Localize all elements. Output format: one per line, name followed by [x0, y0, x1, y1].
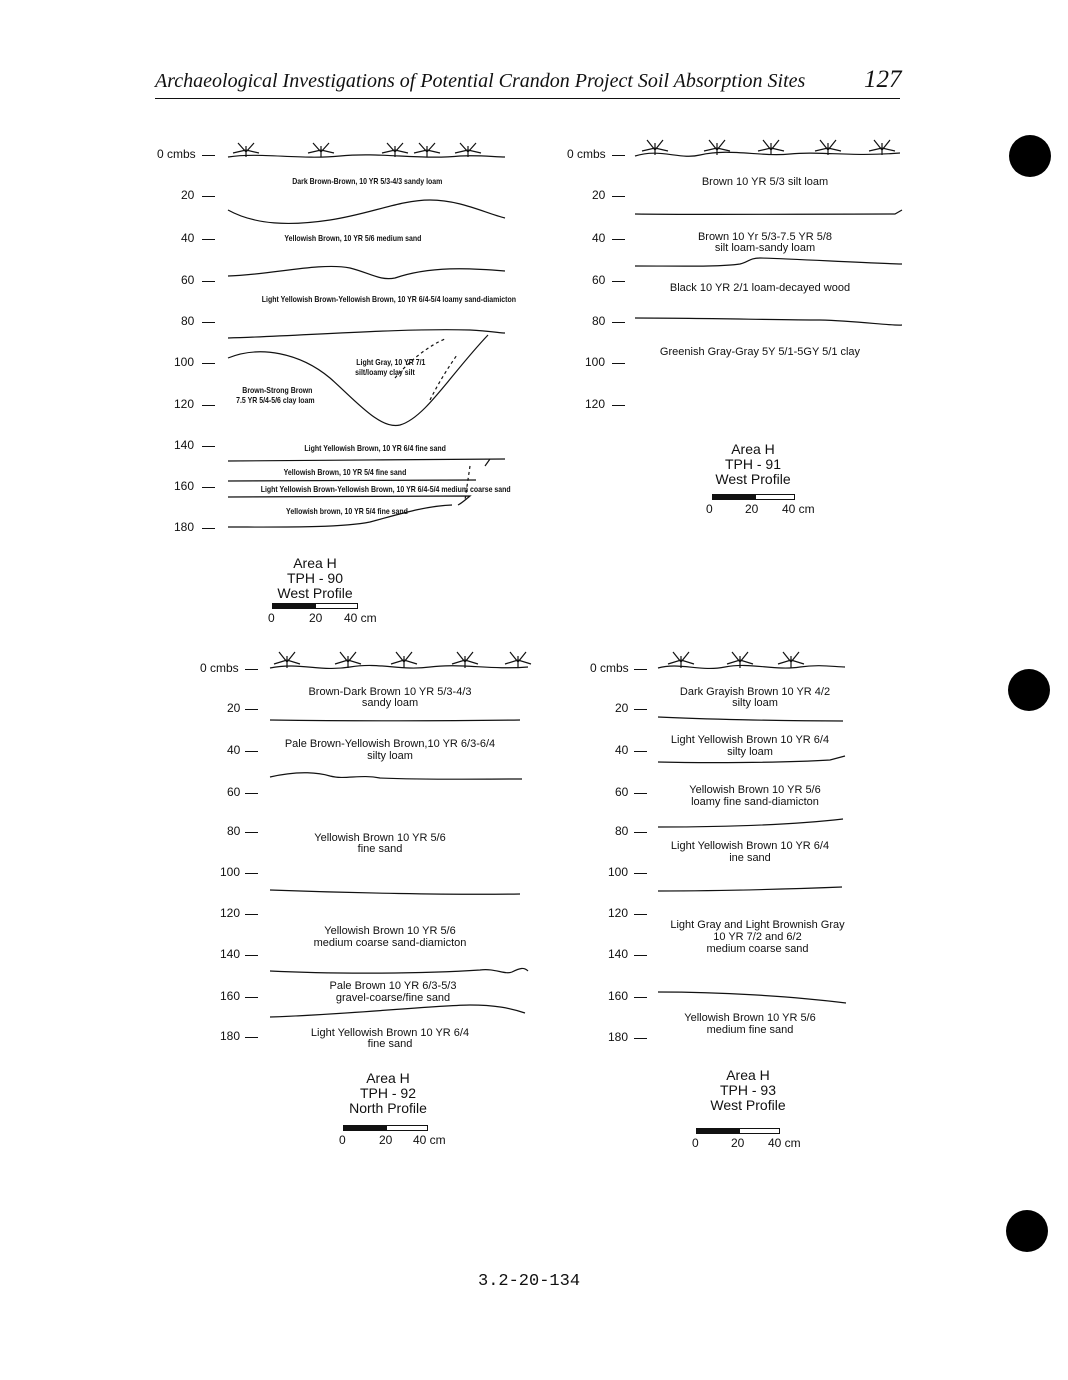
- depth-label-160: 160: [220, 989, 241, 1003]
- profile-caption-tph93: Area H TPH - 93 West Profile: [710, 1067, 786, 1113]
- layer-label: Black 10 YR 2/1 loam-decayed wood: [669, 282, 851, 294]
- depth-label-160: 160: [174, 479, 195, 493]
- depth-label-120: 120: [585, 397, 606, 411]
- depth-label-180: 180: [174, 520, 195, 534]
- layer-label: Yellowish Brown 10 YR 5/6: [689, 784, 821, 796]
- document-page: Archaeological Investigations of Potential Crandon Project Soil Absorption Sites 127 0 cmbs 20 40 60 80 100 120 140 160 180 Dark Brown-Brown, 10 YR 5/3-4/3 sandy loam Yellowish Brown, 10 YR 5/6 medium sand Light Yellowish Brown-Yellowish Brown, 10 YR 6/4-5/4 loamy sand-diamicton Light Gray, 10 YR 7/1 silt/loamy clay silt Brown-Strong Brown 7.5 YR 5/4-5/6 clay loam Light Yellowish Brown, 10 YR 6/4 fine sand Yellowish Brown, 10 YR 5/4 fine sand Light Yellowish Brown-Yellowish Brown, 10 YR 6/4-5/4 medium coarse sand Yellowish brown, 10 YR 5/4 fine sand Area H TPH - 90 West Profile 0 20 40 cm 0 cmbs 20 40 60 80 100 120 Brown 10 YR 5/3 silt loam Brown 10 Yr 5/3-7.5 YR 5/8 silt loam-sandy loam Black 10 YR 2/1 loam-decayed wood Greenish Gray-Gray 5Y 5/1-5GY 5/1 clay Area H TPH - 91 West Profile 0 20 40 cm 0 cmbs 20 40 60 80 100 120 140 160 180 Brown-Dark Brown 10 YR 5/3-4/3 sandy loam Pale Brown-Yellowish Brown,10 YR 6/3-6/4 silty loam Yellowish Brown 10 YR 5/6 fine sand Yellowish Brown 10 YR 5/6 medium coarse sand-diamicton Pale Brown 10 YR 6/3-5/3 gravel-coarse/fine sand Light Yellowish Brown 10 YR 6/4 fine sand Area H TPH - 92 North Profile 0 20 40 cm 0 cmbs 20 40 60 80 100 120 140 160 180 Dark Grayish Brown 10 YR 4/2 silty loam Light Yellowish Brown 10 YR 6/4 silty loam Yellowish Brown 10 YR 5/6 loamy fine sand-diamicton Light Yellowish Brown 10 YR 6/4 ine sand Light Gray and Light Brownish Gray 10 YR 7/2 and 6/2 medium coarse sand Yellowish Brown 10 YR 5/6 medium fine sand Area H TPH - 93 West Profile 0 20 40 cm 3.2-20-134: [0, 0, 1068, 1380]
- depth-label-100: 100: [174, 355, 195, 369]
- depth-label-140: 140: [608, 947, 629, 961]
- layer-label: silty loam: [367, 750, 413, 762]
- depth-label-80: 80: [592, 314, 606, 328]
- layer-label: Light Yellowish Brown, 10 YR 6/4 fine sand: [304, 443, 446, 453]
- layer-label: 10 YR 7/2 and 6/2: [713, 931, 802, 943]
- layer-label: Light Yellowish Brown 10 YR 6/4: [310, 1027, 470, 1039]
- depth-label-0: 0 cmbs: [567, 147, 606, 161]
- boundary-1: [658, 717, 843, 721]
- layer-label: Dark Grayish Brown 10 YR 4/2: [679, 686, 831, 698]
- depth-label-120: 120: [608, 906, 629, 920]
- depth-label-20: 20: [615, 701, 629, 715]
- depth-label-100: 100: [220, 865, 241, 879]
- depth-label-20: 20: [181, 188, 195, 202]
- layer-label: Yellowish Brown 10 YR 5/6: [314, 832, 446, 844]
- layer-label: 7.5 YR 5/4-5/6 clay loam: [236, 395, 315, 405]
- layer-label: Brown-Strong Brown: [242, 385, 313, 395]
- layer-label: Light Yellowish Brown-Yellowish Brown, 10 YR 6/4-5/4 loamy sand-diamicton: [261, 294, 517, 304]
- depth-label-100: 100: [608, 865, 629, 879]
- layer-label: Yellowish brown, 10 YR 5/4 fine sand: [286, 506, 408, 516]
- layer-label: Yellowish Brown 10 YR 5/6: [684, 1012, 816, 1024]
- layer-label: Pale Brown-Yellowish Brown,10 YR 6/3-6/4: [284, 738, 496, 750]
- layer-label: silty loam: [732, 697, 778, 709]
- depth-label-20: 20: [592, 188, 606, 202]
- layer-label: Light Yellowish Brown 10 YR 6/4: [670, 840, 830, 852]
- running-header-title: Archaeological Investigations of Potential Crandon Project Soil Absorption Sites: [155, 70, 806, 92]
- depth-label-160: 160: [608, 989, 629, 1003]
- layer-label: Brown 10 YR 5/3 silt loam: [701, 176, 829, 188]
- depth-label-0: 0 cmbs: [200, 661, 239, 675]
- layer-label: loamy fine sand-diamicton: [691, 796, 819, 808]
- layer-label: ine sand: [729, 852, 771, 864]
- depth-label-20: 20: [227, 701, 241, 715]
- layer-label: Light Gray and Light Brownish Gray: [670, 919, 845, 931]
- layer-label: Dark Brown-Brown, 10 YR 5/3-4/3 sandy loam: [292, 176, 443, 186]
- depth-label-60: 60: [227, 785, 241, 799]
- profile-caption-tph91: Area H TPH - 91 West Profile: [715, 441, 791, 487]
- depth-label-60: 60: [615, 785, 629, 799]
- layer-label: Brown-Dark Brown 10 YR 5/3-4/3: [308, 686, 472, 698]
- profile-caption-tph92: Area H TPH - 92 North Profile: [349, 1070, 427, 1116]
- depth-label-120: 120: [174, 397, 195, 411]
- layer-label: sandy loam: [361, 697, 419, 709]
- document-number: 3.2-20-134: [478, 1272, 581, 1291]
- layer-label: medium coarse sand-diamicton: [313, 937, 467, 949]
- depth-label-40: 40: [181, 231, 195, 245]
- layer-label: medium coarse sand: [706, 943, 809, 955]
- page-number: 127: [864, 66, 902, 93]
- layer-label: silt loam-sandy loam: [714, 242, 816, 254]
- depth-label-40: 40: [592, 231, 606, 245]
- layer-label: Brown 10 Yr 5/3-7.5 YR 5/8: [697, 231, 833, 243]
- layer-label: Greenish Gray-Gray 5Y 5/1-5GY 5/1 clay: [659, 346, 861, 358]
- depth-label-180: 180: [220, 1029, 241, 1043]
- layer-label: Yellowish Brown 10 YR 5/6: [324, 925, 456, 937]
- depth-label-80: 80: [181, 314, 195, 328]
- depth-label-60: 60: [181, 273, 195, 287]
- boundary-4: [658, 887, 842, 891]
- boundary-5: [658, 992, 846, 1003]
- depth-label-140: 140: [220, 947, 241, 961]
- depth-label-140: 140: [174, 438, 195, 452]
- depth-label-0: 0 cmbs: [157, 147, 196, 161]
- layer-label: Yellowish Brown, 10 YR 5/6 medium sand: [284, 233, 422, 243]
- layer-label: Light Yellowish Brown 10 YR 6/4: [670, 734, 830, 746]
- depth-label-80: 80: [227, 824, 241, 838]
- depth-label-40: 40: [227, 743, 241, 757]
- layer-label: Pale Brown 10 YR 6/3-5/3: [329, 980, 457, 992]
- depth-label-40: 40: [615, 743, 629, 757]
- layer-label: gravel-coarse/fine sand: [335, 992, 451, 1004]
- layer-label: silt/loamy clay silt: [355, 367, 415, 377]
- layer-label: Yellowish Brown, 10 YR 5/4 fine sand: [283, 467, 407, 477]
- depth-label-100: 100: [585, 355, 606, 369]
- profile-caption-tph90: Area H TPH - 90 West Profile: [277, 555, 353, 601]
- layer-label: fine sand: [367, 1038, 413, 1050]
- layer-label: medium fine sand: [706, 1024, 794, 1036]
- depth-label-120: 120: [220, 906, 241, 920]
- layer-label: Light Gray, 10 YR 7/1: [356, 357, 426, 367]
- layer-label: Light Yellowish Brown-Yellowish Brown, 10 YR 6/4-5/4 medium coarse sand: [260, 484, 511, 494]
- ground-surface: [658, 665, 845, 668]
- boundary-3: [658, 819, 843, 827]
- depth-label-180: 180: [608, 1030, 629, 1044]
- layer-label: silty loam: [727, 746, 773, 758]
- layer-label: fine sand: [357, 843, 403, 855]
- depth-label-0: 0 cmbs: [590, 661, 629, 675]
- depth-label-80: 80: [615, 824, 629, 838]
- depth-label-60: 60: [592, 273, 606, 287]
